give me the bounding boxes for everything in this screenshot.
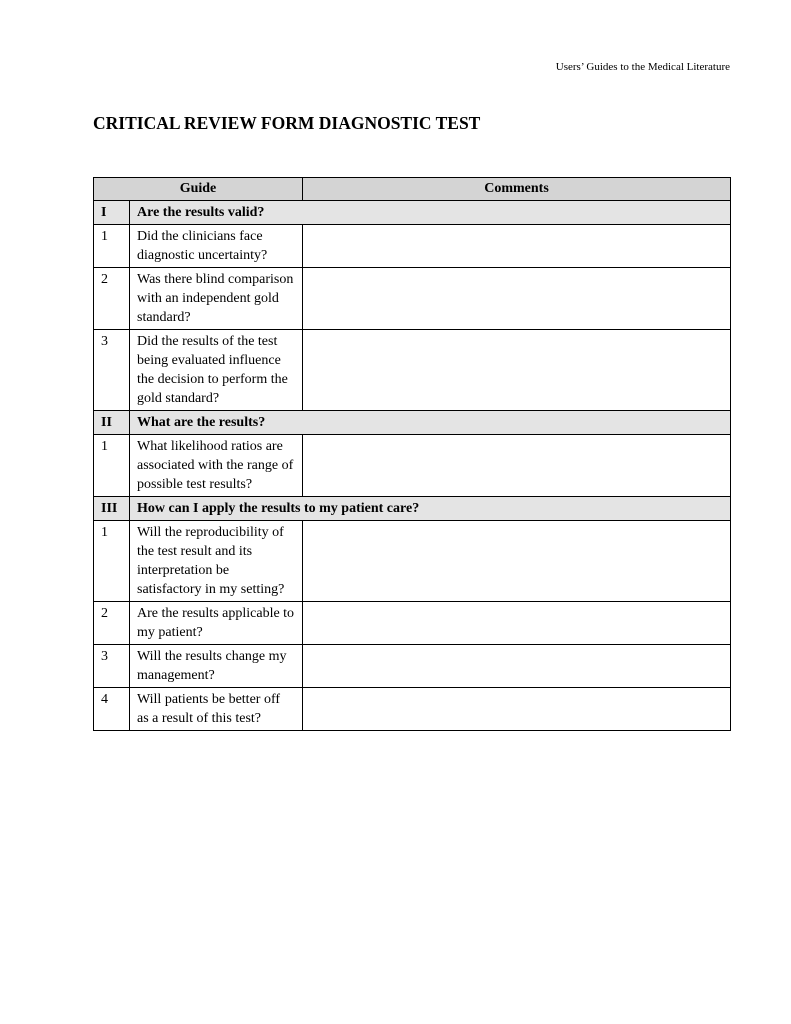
section-number: II xyxy=(94,411,130,435)
comments-cell[interactable] xyxy=(303,330,731,411)
question-row xyxy=(94,268,731,330)
question-text: Did the results of the test being evaluated influence the decision to perform the gold standard? xyxy=(130,330,303,411)
header-row xyxy=(94,178,731,201)
section-row xyxy=(94,411,731,435)
question-number: 4 xyxy=(94,688,130,731)
question-text: Will the results change my management? xyxy=(130,645,303,688)
comments-cell[interactable] xyxy=(303,435,731,497)
question-row xyxy=(94,330,731,411)
question-row xyxy=(94,521,731,602)
question-number: 1 xyxy=(94,521,130,602)
question-text: Are the results applicable to my patient? xyxy=(130,602,303,645)
section-row xyxy=(94,497,731,521)
comments-cell[interactable] xyxy=(303,225,731,268)
question-number: 3 xyxy=(94,645,130,688)
question-row xyxy=(94,225,731,268)
question-row xyxy=(94,688,731,731)
comments-cell[interactable] xyxy=(303,602,731,645)
question-text: Will patients be better off as a result of this test? xyxy=(130,688,303,731)
comments-header: Comments xyxy=(303,178,731,201)
section-number: III xyxy=(94,497,130,521)
comments-cell[interactable] xyxy=(303,688,731,731)
review-table xyxy=(93,177,731,731)
comments-cell[interactable] xyxy=(303,268,731,330)
question-number: 1 xyxy=(94,225,130,268)
section-title: Are the results valid? xyxy=(130,201,731,225)
question-text: What likelihood ratios are associated with the range of possible test results? xyxy=(130,435,303,497)
question-row xyxy=(94,435,731,497)
question-number: 2 xyxy=(94,268,130,330)
question-text: Was there blind comparison with an independent gold standard? xyxy=(130,268,303,330)
question-row xyxy=(94,602,731,645)
section-title: What are the results? xyxy=(130,411,731,435)
question-number: 2 xyxy=(94,602,130,645)
question-row xyxy=(94,645,731,688)
comments-cell[interactable] xyxy=(303,521,731,602)
question-text: Will the reproducibility of the test result and its interpretation be satisfactory in my setting? xyxy=(130,521,303,602)
comments-cell[interactable] xyxy=(303,645,731,688)
running-header: Users’ Guides to the Medical Literature xyxy=(555,61,730,73)
section-title: How can I apply the results to my patient care? xyxy=(130,497,731,521)
section-number: I xyxy=(94,201,130,225)
question-text: Did the clinicians face diagnostic uncertainty? xyxy=(130,225,303,268)
question-number: 1 xyxy=(94,435,130,497)
page-title: CRITICAL REVIEW FORM DIAGNOSTIC TEST xyxy=(93,113,481,133)
question-number: 3 xyxy=(94,330,130,411)
section-row xyxy=(94,201,731,225)
guide-header: Guide xyxy=(94,178,303,201)
